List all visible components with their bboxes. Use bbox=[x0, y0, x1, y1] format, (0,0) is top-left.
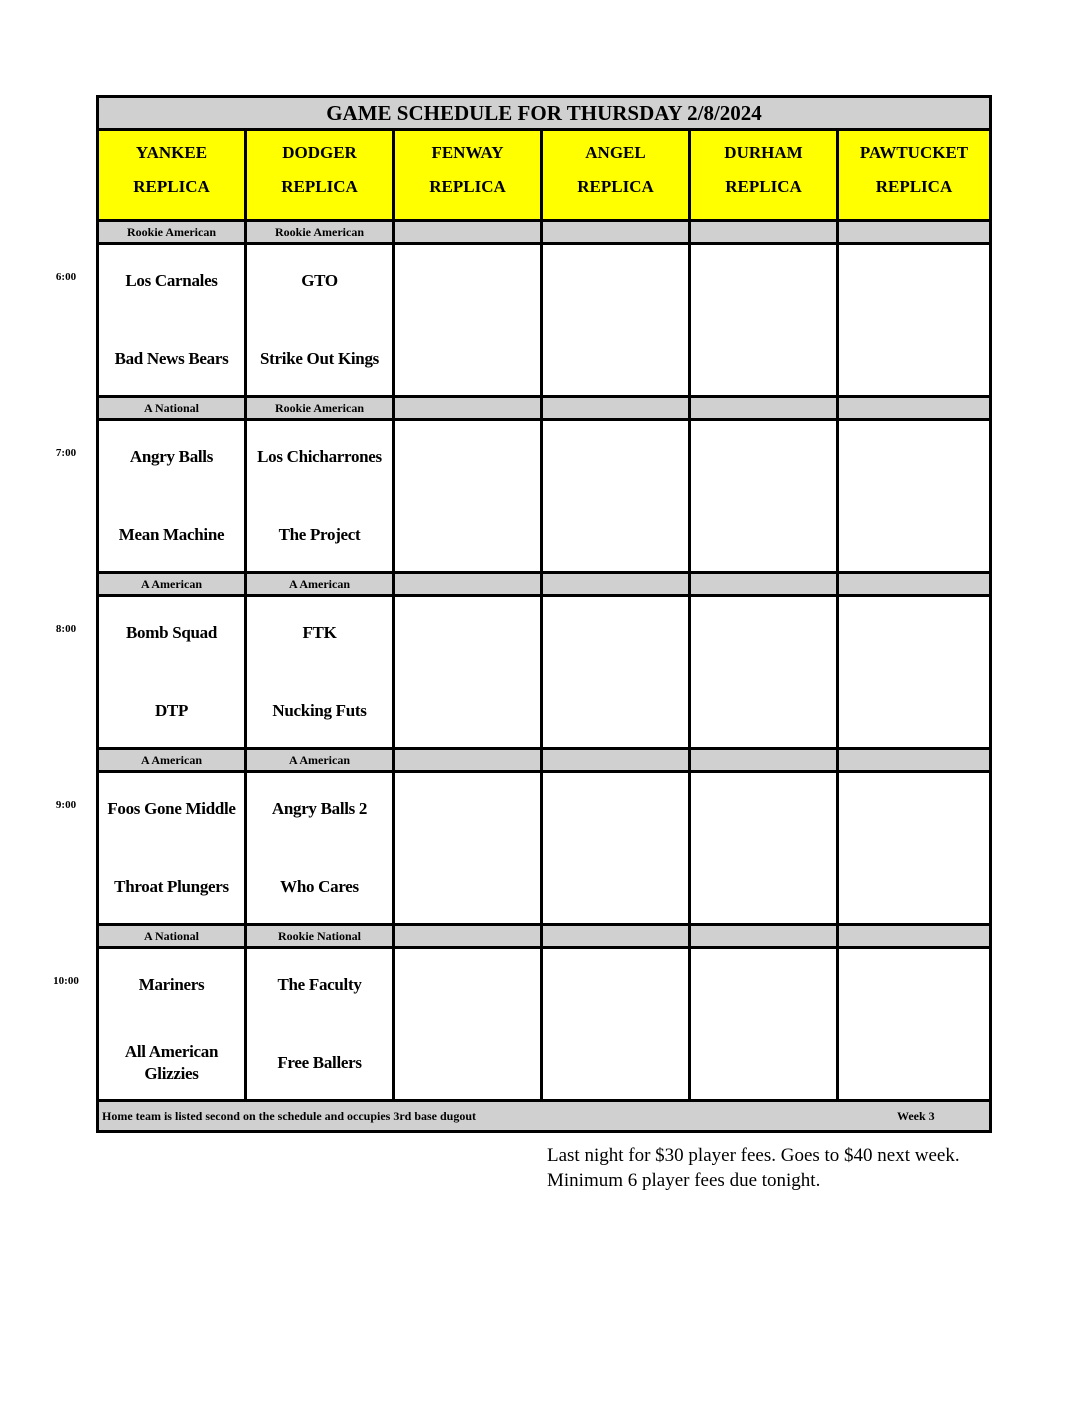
field-sub: REPLICA bbox=[133, 177, 210, 196]
time-slot-label: 9:00 bbox=[55, 799, 77, 811]
division-label bbox=[395, 750, 543, 770]
field-header-dodger bbox=[247, 131, 395, 219]
footer-band bbox=[99, 1102, 989, 1130]
game-cell bbox=[691, 949, 839, 1099]
away-team: Angry Balls bbox=[129, 447, 214, 466]
division-row bbox=[99, 574, 989, 597]
game-cell bbox=[99, 597, 247, 747]
game-cell bbox=[99, 773, 247, 923]
game-cell bbox=[839, 245, 989, 395]
division-label: A American bbox=[247, 574, 395, 594]
home-team: Who Cares bbox=[280, 877, 359, 896]
game-row bbox=[99, 597, 989, 750]
game-cell bbox=[839, 949, 989, 1099]
away-team: Foos Gone Middle bbox=[107, 799, 236, 818]
field-name: YANKEE bbox=[135, 143, 208, 162]
division-label: Rookie American bbox=[99, 222, 247, 242]
game-cell bbox=[247, 773, 395, 923]
division-label: A National bbox=[99, 926, 247, 946]
game-cell bbox=[395, 949, 543, 1099]
game-row bbox=[99, 245, 989, 398]
home-team-note: Home team is listed second on the schedule and occupies 3rd base dugout bbox=[102, 1109, 477, 1123]
game-row bbox=[99, 773, 989, 926]
game-cell bbox=[99, 245, 247, 395]
division-label bbox=[839, 750, 989, 770]
field-sub: REPLICA bbox=[577, 177, 654, 196]
away-team: The Faculty bbox=[277, 975, 362, 994]
division-label bbox=[395, 926, 543, 946]
game-cell bbox=[839, 773, 989, 923]
division-row bbox=[99, 398, 989, 421]
time-slot-label: 6:00 bbox=[55, 271, 77, 283]
division-label bbox=[395, 398, 543, 418]
time-slot-label: 7:00 bbox=[55, 447, 77, 459]
game-cell bbox=[247, 421, 395, 571]
division-label: A American bbox=[99, 574, 247, 594]
schedule-table bbox=[96, 95, 992, 1133]
game-cell bbox=[543, 245, 691, 395]
field-header-fenway bbox=[395, 131, 543, 219]
game-row bbox=[99, 421, 989, 574]
field-sub: REPLICA bbox=[429, 177, 506, 196]
division-label bbox=[543, 750, 691, 770]
game-cell bbox=[99, 421, 247, 571]
game-cell bbox=[543, 773, 691, 923]
field-name: FENWAY bbox=[431, 143, 504, 162]
division-label: Rookie American bbox=[247, 222, 395, 242]
division-row bbox=[99, 750, 989, 773]
game-cell bbox=[691, 597, 839, 747]
field-header-angel bbox=[543, 131, 691, 219]
field-sub: REPLICA bbox=[281, 177, 358, 196]
field-name: PAWTUCKET bbox=[859, 143, 969, 162]
game-cell bbox=[691, 773, 839, 923]
away-team: Angry Balls 2 bbox=[271, 799, 368, 818]
field-sub: REPLICA bbox=[875, 177, 953, 196]
division-row bbox=[99, 222, 989, 245]
division-label bbox=[839, 926, 989, 946]
home-team: The Project bbox=[278, 525, 361, 544]
game-cell bbox=[839, 597, 989, 747]
division-label: Rookie American bbox=[247, 398, 395, 418]
division-label: A National bbox=[99, 398, 247, 418]
division-label bbox=[839, 398, 989, 418]
home-team: Free Ballers bbox=[277, 1053, 362, 1072]
home-team: Nucking Futs bbox=[272, 701, 367, 720]
game-cell bbox=[543, 949, 691, 1099]
field-sub: REPLICA bbox=[725, 177, 802, 196]
fee-notes bbox=[547, 1143, 960, 1193]
field-name: DODGER bbox=[282, 143, 357, 162]
time-slot-label: 8:00 bbox=[55, 623, 77, 635]
schedule-title: GAME SCHEDULE FOR THURSDAY 2/8/2024 bbox=[99, 98, 989, 131]
field-header-durham bbox=[691, 131, 839, 219]
division-label bbox=[395, 574, 543, 594]
division-label bbox=[839, 574, 989, 594]
game-cell bbox=[543, 421, 691, 571]
division-label bbox=[395, 222, 543, 242]
home-team: Bad News Bears bbox=[114, 349, 229, 368]
division-label: A American bbox=[247, 750, 395, 770]
game-cell bbox=[395, 773, 543, 923]
division-label bbox=[839, 222, 989, 242]
game-cell bbox=[247, 949, 395, 1099]
division-label: Rookie National bbox=[247, 926, 395, 946]
division-row bbox=[99, 926, 989, 949]
away-team: GTO bbox=[301, 271, 338, 290]
game-cell bbox=[99, 949, 247, 1099]
game-cell bbox=[543, 597, 691, 747]
away-team: Bomb Squad bbox=[125, 623, 218, 642]
week-label: Week 3 bbox=[897, 1109, 935, 1123]
division-label bbox=[543, 574, 691, 594]
fee-note-line: Last night for $30 player fees. Goes to $40 next week. bbox=[547, 1145, 960, 1166]
game-cell bbox=[691, 245, 839, 395]
game-cell bbox=[691, 421, 839, 571]
home-team: DTP bbox=[154, 701, 189, 720]
division-label bbox=[543, 222, 691, 242]
game-cell bbox=[247, 245, 395, 395]
field-header-yankee bbox=[99, 131, 247, 219]
home-team: Mean Machine bbox=[118, 525, 225, 544]
division-label bbox=[543, 926, 691, 946]
game-row bbox=[99, 949, 989, 1102]
home-team: Throat Plungers bbox=[114, 877, 229, 896]
division-label bbox=[691, 574, 839, 594]
home-team: All American Glizzies bbox=[124, 1042, 219, 1083]
field-name: ANGEL bbox=[585, 143, 646, 162]
time-slot-label: 10:00 bbox=[53, 975, 79, 987]
game-cell bbox=[247, 597, 395, 747]
field-header-pawtucket bbox=[839, 131, 989, 219]
home-team: Strike Out Kings bbox=[260, 349, 379, 368]
division-label bbox=[543, 398, 691, 418]
division-label bbox=[691, 222, 839, 242]
away-team: Mariners bbox=[138, 975, 205, 994]
away-team: Los Chicharrones bbox=[257, 447, 382, 466]
field-name: DURHAM bbox=[724, 143, 803, 162]
field-header-row bbox=[99, 131, 989, 222]
fee-note-line: Minimum 6 player fees due tonight. bbox=[547, 1170, 821, 1191]
away-team: Los Carnales bbox=[125, 271, 218, 290]
game-cell bbox=[395, 421, 543, 571]
division-label bbox=[691, 398, 839, 418]
game-cell bbox=[395, 245, 543, 395]
game-cell bbox=[395, 597, 543, 747]
division-label: A American bbox=[99, 750, 247, 770]
division-label bbox=[691, 750, 839, 770]
game-cell bbox=[839, 421, 989, 571]
away-team: FTK bbox=[302, 623, 337, 642]
division-label bbox=[691, 926, 839, 946]
